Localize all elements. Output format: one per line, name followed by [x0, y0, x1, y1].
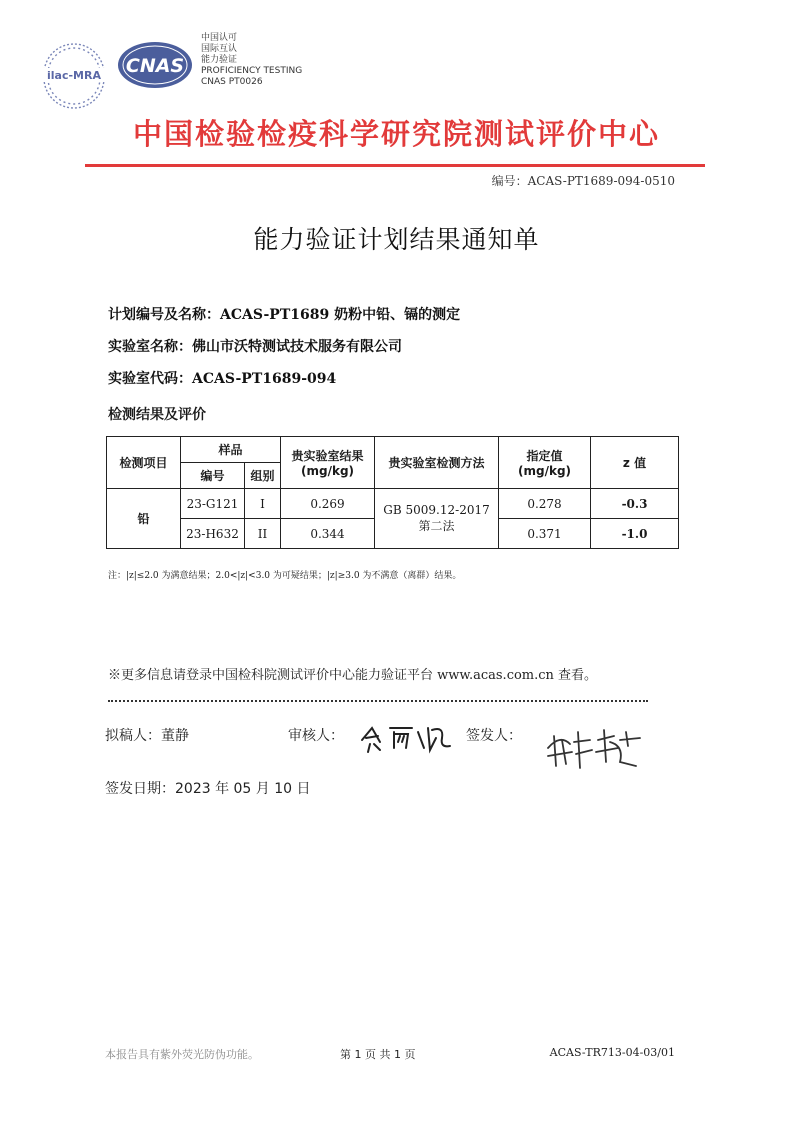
- certification-lines: [201, 33, 302, 88]
- z-score-note: 注：|z|≤2.0 为满意结果；2.0<|z|<3.0 为可疑结果；|z|≥3.0 为不满意（离群）结果。: [108, 571, 462, 581]
- section-title: 检测结果及评价: [108, 407, 206, 423]
- cert-line: PROFICIENCY TESTING: [201, 66, 303, 76]
- ilac-mra-logo: [34, 34, 114, 114]
- footer-page-number: 第 1 页 共 1 页: [340, 1048, 416, 1061]
- header-lab-result: [281, 437, 375, 489]
- cert-line: CNAS PT0026: [201, 77, 263, 87]
- ilac-logo-text: ilac-MRA: [47, 69, 101, 82]
- header-method: 贵实验室检测方法: [375, 437, 499, 489]
- header-z: z 值: [591, 437, 679, 489]
- cell-sample-no: 23-G121: [181, 489, 245, 519]
- lab-code-line: [108, 368, 336, 388]
- table-row: [107, 489, 679, 519]
- lab-name-label: 实验室名称：: [108, 339, 192, 355]
- document-title: 能力验证计划结果通知单: [253, 225, 540, 254]
- cell-method-line2: 第二法: [418, 519, 455, 533]
- cell-assigned: 0.371: [499, 519, 591, 549]
- cell-group: I: [245, 489, 281, 519]
- cell-item: 铅: [107, 489, 181, 549]
- cnas-logo: [117, 40, 193, 90]
- cnas-logo-text: CNAS: [125, 55, 185, 77]
- cell-sample-no: 23-H632: [181, 519, 245, 549]
- header-lab-result-unit: (mg/kg): [301, 464, 355, 478]
- plan-info-line: [108, 304, 460, 324]
- cell-result: 0.344: [281, 519, 375, 549]
- header-divider: [85, 164, 705, 167]
- cert-line: 能力验证: [201, 55, 238, 65]
- more-info-note: ※更多信息请登录中国检科院测试评价中心能力验证平台 www.acas.com.cn 查看。: [108, 668, 598, 683]
- header-assigned-unit: (mg/kg): [518, 464, 572, 478]
- drafter-label: 拟稿人：: [105, 728, 161, 744]
- issuer-signature: [540, 722, 650, 774]
- reviewer-label: 审核人：: [288, 728, 344, 744]
- plan-value: ACAS-PT1689 奶粉中铅、镉的测定: [220, 307, 461, 323]
- cell-group: II: [245, 519, 281, 549]
- plan-label: 计划编号及名称：: [108, 307, 220, 323]
- header-lab-result-label: 贵实验室结果: [291, 449, 364, 463]
- footer-anti-counterfeit-note: 本报告具有紫外荧光防伪功能。: [105, 1048, 259, 1061]
- reviewer-signature: [358, 718, 458, 756]
- lab-name-value: 佛山市沃特测试技术服务有限公司: [192, 339, 402, 355]
- cert-line: 中国认可: [201, 33, 238, 43]
- issue-date: 签发日期：2023 年 05 月 10 日: [105, 781, 311, 797]
- cell-assigned: 0.278: [499, 489, 591, 519]
- cell-z: -1.0: [591, 519, 679, 549]
- header-item: 检测项目: [107, 437, 181, 489]
- footer-form-code: ACAS-TR713-04-03/01: [549, 1046, 675, 1059]
- cell-method-line1: GB 5009.12-2017: [383, 503, 490, 517]
- cell-z: -0.3: [591, 489, 679, 519]
- drafter: [105, 725, 189, 745]
- drafter-name: 董静: [161, 728, 189, 744]
- header-assigned: [499, 437, 591, 489]
- cell-result: 0.269: [281, 489, 375, 519]
- header-assigned-label: 指定值: [526, 449, 563, 463]
- lab-code-value: ACAS-PT1689-094: [192, 371, 337, 387]
- dotted-divider: [108, 700, 648, 702]
- header-sample: 样品: [181, 437, 281, 463]
- lab-code-label: 实验室代码：: [108, 371, 192, 387]
- issuer-label: 签发人：: [466, 728, 522, 744]
- results-table: [106, 436, 679, 549]
- header-sample-no: 编号: [181, 463, 245, 489]
- cert-line: 国际互认: [201, 44, 238, 54]
- document-serial: 编号：ACAS-PT1689-094-0510: [491, 174, 675, 188]
- organization-name: 中国检验检疫科学研究院测试评价中心: [132, 117, 660, 151]
- lab-name-line: [108, 336, 402, 356]
- header-group: 组别: [245, 463, 281, 489]
- cell-method: [375, 489, 499, 549]
